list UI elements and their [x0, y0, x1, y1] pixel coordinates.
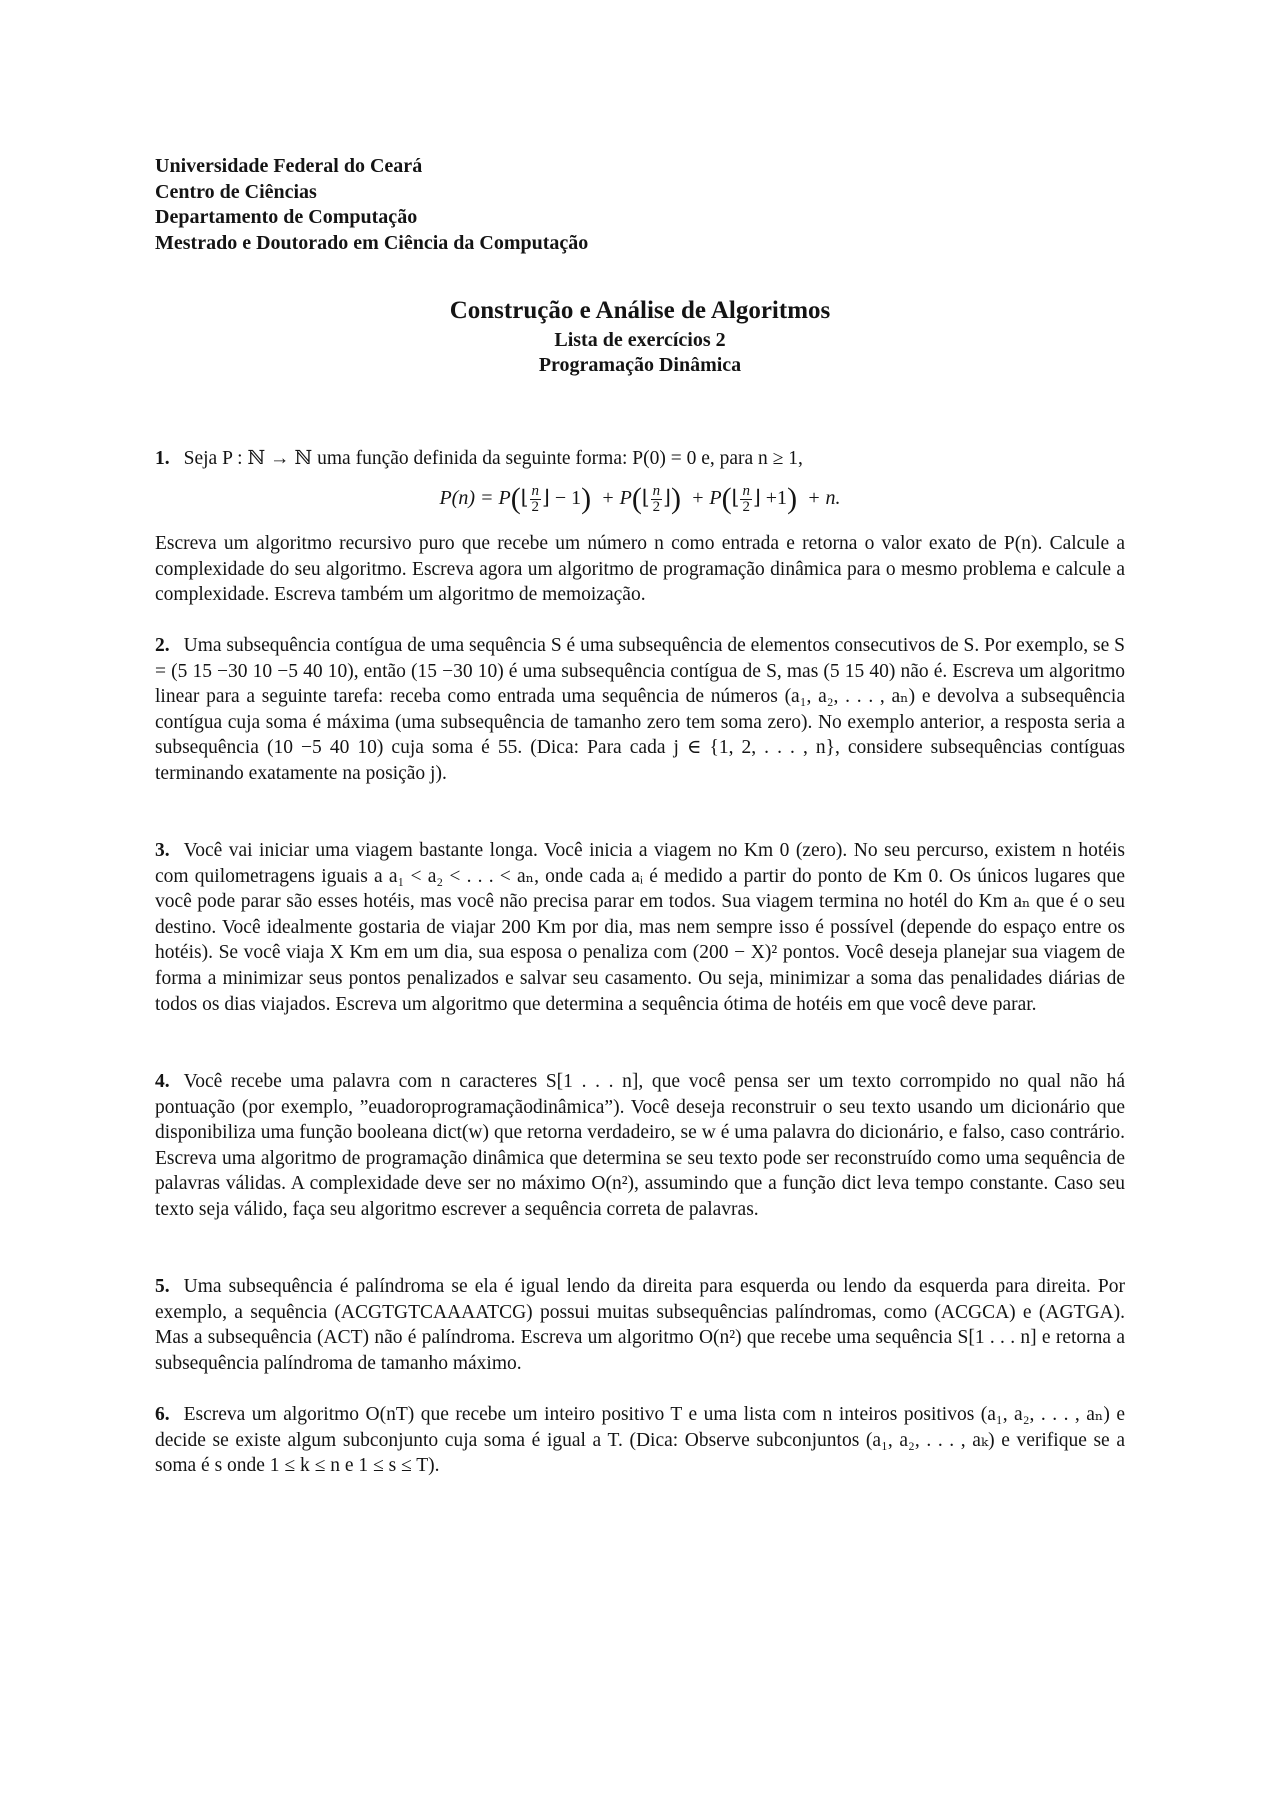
topic-title: Programação Dinâmica: [538, 354, 742, 376]
open-paren-1: (: [510, 482, 521, 515]
document-titles: [0, 294, 1280, 378]
exercise-4-number: 4.: [155, 1071, 170, 1092]
fraction-3: $\frac{n}{2}$: [742, 482, 750, 515]
formula-term1: − 1: [554, 487, 582, 509]
close-paren-2: ): [670, 482, 681, 515]
exercise-1-formula: P(n) = P(⌊ $\frac{n}{2}$ ⌋ − 1) + P(⌊ $\frac{n}{2}$ ⌋) + P(⌊ $\frac{n}{2}$ ⌋ +1) + n.: [439, 482, 841, 515]
open-paren-3: (: [721, 482, 732, 515]
exercise-3: [155, 838, 1125, 1017]
fraction-1: $\frac{n}{2}$: [531, 482, 539, 515]
formula-lhs: P(n) = P: [439, 487, 511, 509]
open-paren-2: (: [631, 482, 642, 515]
university-name: Universidade Federal do Ceará: [155, 155, 423, 177]
exercise-1-intro: [155, 446, 1125, 472]
program-name: Mestrado e Doutorado em Ciência da Computação: [155, 231, 589, 254]
exercise-2-text: Uma subsequência contígua de uma sequência S é uma subsequência de elementos consecutivos de S. Por exemplo, se S = (5 15 −30 10 −5 40 10), então (15 −30 10) é uma subsequência contígua de S, mas (5 15 40) não é. Escreva um algoritmo linear para a seguinte tarefa: receba como entrada uma sequência de números (a₁, a₂, . . . , aₙ) e devolva a subsequência contígua cuja soma é máxima (uma subsequência de tamanho zero tem soma zero). No exemplo anterior, a resposta seria a subsequência (10 −5 40 10) cuja soma é 55. (Dica: Para cada j ∈ {1, 2, . . . , n}, considere subsequências contíguas terminando exatamente na posição j).: [155, 635, 1125, 784]
center-name: Centro de Ciências: [155, 180, 317, 203]
department-name: Departamento de Computação: [155, 206, 418, 228]
exercise-4: [155, 1069, 1125, 1223]
exercise-2: [155, 633, 1125, 787]
exercise-5: [155, 1274, 1125, 1376]
close-paren-1: ): [581, 482, 592, 515]
formula-term3: +1: [765, 487, 788, 509]
exercise-6-number: 6.: [155, 1404, 170, 1425]
list-title: Lista de exercícios 2: [554, 329, 726, 351]
fraction-2: $\frac{n}{2}$: [652, 482, 661, 515]
formula-plus-p-2: + P: [690, 487, 722, 509]
exercise-6: [155, 1402, 1125, 1479]
exercise-5-text: Uma subsequência é palíndroma se ela é igual lendo da direita para esquerda ou lendo da esquerda para direita. Por exemplo, a sequência (ACGTGTCAAAATCG) possui muitas subsequências palíndromas, como (ACGCA) e (AGTGA). Mas a subsequência (ACT) não é palíndroma. Escreva um algoritmo O(n²) que recebe uma sequência S[1 . . . n] e retorna a subsequência palíndroma de tamanho máximo.: [155, 1276, 1125, 1374]
exercise-4-text: Você recebe uma palavra com n caracteres S[1 . . . n], que você pensa ser um texto corrompido no qual não há pontuação (por exemplo, ”euadoroprogramaçãodinâmica”). Você deseja reconstruir o seu texto usando um dicionário que disponibiliza uma função booleana dict(w) que retorna verdadeiro, se w é uma palavra do dicionário, e falso, caso contrário. Escreva uma algoritmo de programação dinâmica que determina se seu texto pode ser reconstruído como uma sequência de palavras válidas. A complexidade deve ser no máximo O(n²), assumindo que a função dict leva tempo constante. Caso seu texto seja válido, faça seu algoritmo escrever a sequência correta de palavras.: [155, 1071, 1125, 1220]
exercise-1-after-text: Escreva um algoritmo recursivo puro que recebe um número n como entrada e retorna o valor exato de P(n). Calcule a complexidade do seu algoritmo. Escreva agora um algoritmo de programação dinâmica para o mesmo problema e calcule a complexidade. Escreva também um algoritmo de memoização.: [155, 533, 1125, 606]
institution-header: [155, 154, 588, 256]
formula-end: + n.: [807, 487, 841, 509]
exercise-3-number: 3.: [155, 840, 170, 861]
exercise-5-number: 5.: [155, 1276, 170, 1297]
exercise-1-number: 1.: [155, 448, 170, 469]
exercise-1-body: [155, 531, 1125, 608]
exercise-2-number: 2.: [155, 635, 170, 656]
course-title: Construção e Análise de Algoritmos: [449, 297, 831, 324]
exercise-1-text: Seja P : ℕ → ℕ uma função definida da seguinte forma: P(0) = 0 e, para n ≥ 1,: [183, 448, 803, 469]
close-paren-3: ): [787, 482, 798, 515]
exercise-6-text: Escreva um algoritmo O(nT) que recebe um inteiro positivo T e uma lista com n inteiros positivos (a₁, a₂, . . . , aₙ) e decide se existe algum subconjunto cuja soma é igual a T. (Dica: Observe subconjuntos (a₁, a₂, . . . , aₖ) e verifique se a soma é s onde 1 ≤ k ≤ n e 1 ≤ s ≤ T).: [155, 1404, 1125, 1477]
exercise-3-text: Você vai iniciar uma viagem bastante longa. Você inicia a viagem no Km 0 (zero). No seu percurso, existem n hotéis com quilometragens iguais a a₁ < a₂ < . . . < aₙ, onde cada aᵢ é medido a partir do ponto de Km 0. Os únicos lugares que você pode parar são esses hotéis, mas você não precisa parar em todos. Sua viagem termina no hotél do Km aₙ que é o seu destino. Você idealmente gostaria de viajar 200 Km por dia, mas nem sempre isso é possível (depende do espaço entre os hotéis). Se você viaja X Km em um dia, sua esposa o penaliza com (200 − X)² pontos. Você deseja planejar sua viagem de forma a minimizar seus pontos penalizados e salvar seu casamento. Ou seja, minimizar a soma das penalidades diárias de todos os dias viajados. Escreva um algoritmo que determina a sequência ótima de hotéis em que você deve parar.: [155, 840, 1125, 1015]
formula-plus-p-1: + P: [601, 487, 632, 509]
